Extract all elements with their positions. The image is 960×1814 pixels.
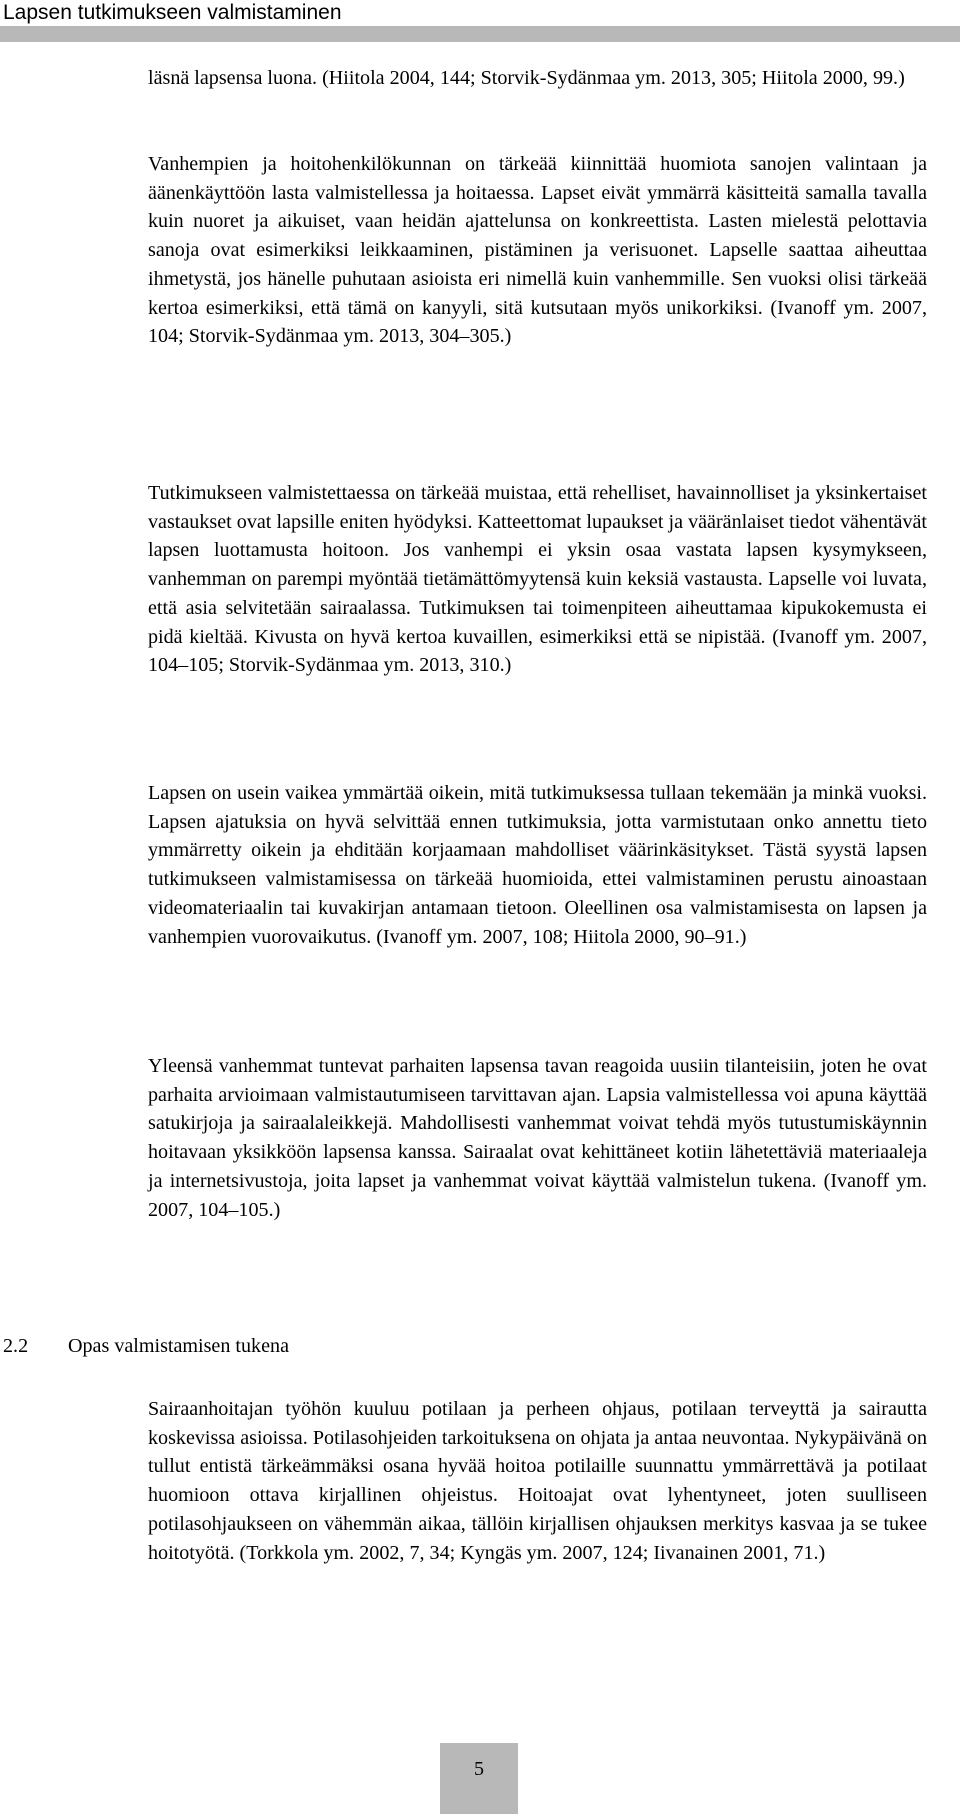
running-header: [0, 0, 960, 26]
running-header-title: Lapsen tutkimukseen valmistaminen: [3, 1, 342, 24]
paragraph: Lapsen on usein vaikea ymmärtää oikein, mitä tutkimuksessa tullaan tekemään ja minkä vuoksi. Lapsen ajatuksia on hyvä selvittää ennen tutkimuksia, jotta varmistutaan onko annettu tieto ymmärretty oikein ja ehditään korjaamaan mahdolliset väärinkäsitykset. Tästä syystä lapsen tutkimukseen valmistamisessa on tärkeää huomioida, ettei valmistaminen perustu ainoastaan videomateriaalin tai kuvakirjan antamaan tietoon. Oleellinen osa valmistamisesta on lapsen ja vanhempien vuorovaikutus. (Ivanoff ym. 2007, 108; Hiitola 2000, 90–91.): [148, 782, 927, 948]
paragraph: Yleensä vanhemmat tuntevat parhaiten lapsensa tavan reagoida uusiin tilanteisiin, joten he ovat parhaita arvioimaan valmistautumiseen tarvittavan ajan. Lapsia valmistellessa voi apuna käyttää satukirjoja ja sairaalaleikkejä. Mahdollisesti vanhemmat voivat tehdä myös tutustumiskäynnin hoitavaan yksikköön lapsensa kanssa. Sairaalat ovat kehittäneet kotiin lähetettäviä materiaaleja ja internetsivustoja, joita lapset ja vanhemmat voivat käyttää valmistelun tukena. (Ivanoff ym. 2007, 104–105.): [148, 1055, 927, 1221]
paragraph: Sairaanhoitajan työhön kuuluu potilaan ja perheen ohjaus, potilaan terveyttä ja sairautta koskevissa asioissa. Potilasohjeiden tarkoituksena on ohjata ja antaa neuvontaa. Nykypäivänä on tullut entistä tärkeämmäksi osana hyvää hoitoa potilaille suunnattu ymmärrettävä ja potilaat huomioon ottava kirjallinen ohjeistus. Hoitoajat ovat lyhentyneet, joten suulliseen potilasohjaukseen on vähemmän aikaa, tällöin kirjallisen ohjauksen merkitys kasvaa ja se tukee hoitotyötä. (Torkkola ym. 2002, 7, 34; Kyngäs ym. 2007, 124; Iivanainen 2001, 71.): [148, 1398, 927, 1564]
header-rule: [0, 26, 960, 42]
section-number: 2.2: [3, 1335, 29, 1357]
paragraph: Tutkimukseen valmistettaessa on tärkeää muistaa, että rehelliset, havainnolliset ja yksinkertaiset vastaukset ovat lapsille eniten hyödyksi. Katteettomat lupaukset ja vääränlaiset tiedot vähentävät lapsen luottamusta hoitoon. Jos vanhempi ei yksin osaa vastata lapsen kysymykseen, vanhemman on parempi myöntää tietämättömyytensä kuin keksiä vastausta. Lapselle voi luvata, että asia selvitetään sairaalassa. Tutkimuksen tai toimenpiteen aiheuttamaa kipukokemusta ei pidä kieltää. Kivusta on hyvä kertoa kuvaillen, esimerkiksi että se nipistää. (Ivanoff ym. 2007, 104–105; Storvik-Sydänmaa ym. 2013, 310.): [148, 482, 927, 677]
page-number-box: [440, 1743, 518, 1814]
page-number: 5: [474, 1758, 484, 1780]
paragraph: Vanhempien ja hoitohenkilökunnan on tärkeää kiinnittää huomiota sanojen valintaan ja äänenkäyttöön lasta valmistellessa ja hoitaessa. Lapset eivät ymmärrä käsitteitä samalla tavalla kuin nuoret ja aikuiset, vaan heidän ajattelunsa on konkreettista. Lasten mielestä pelottavia sanoja ovat esimerkiksi leikkaaminen, pistäminen ja verisuonet. Lapselle saattaa aiheuttaa ihmetystä, jos hänelle puhutaan asioista eri nimellä kuin vanhemmille. Sen vuoksi olisi tärkeää kertoa esimerkiksi, että tämä on kanyyli, sitä kutsutaan myös unikorkiksi. (Ivanoff ym. 2007, 104; Storvik-Sydänmaa ym. 2013, 304–305.): [148, 153, 927, 348]
paragraph: läsnä lapsensa luona. (Hiitola 2004, 144; Storvik-Sydänmaa ym. 2013, 305; Hiitola 2000, 99.): [148, 67, 905, 89]
section-heading: Opas valmistamisen tukena: [68, 1335, 289, 1357]
